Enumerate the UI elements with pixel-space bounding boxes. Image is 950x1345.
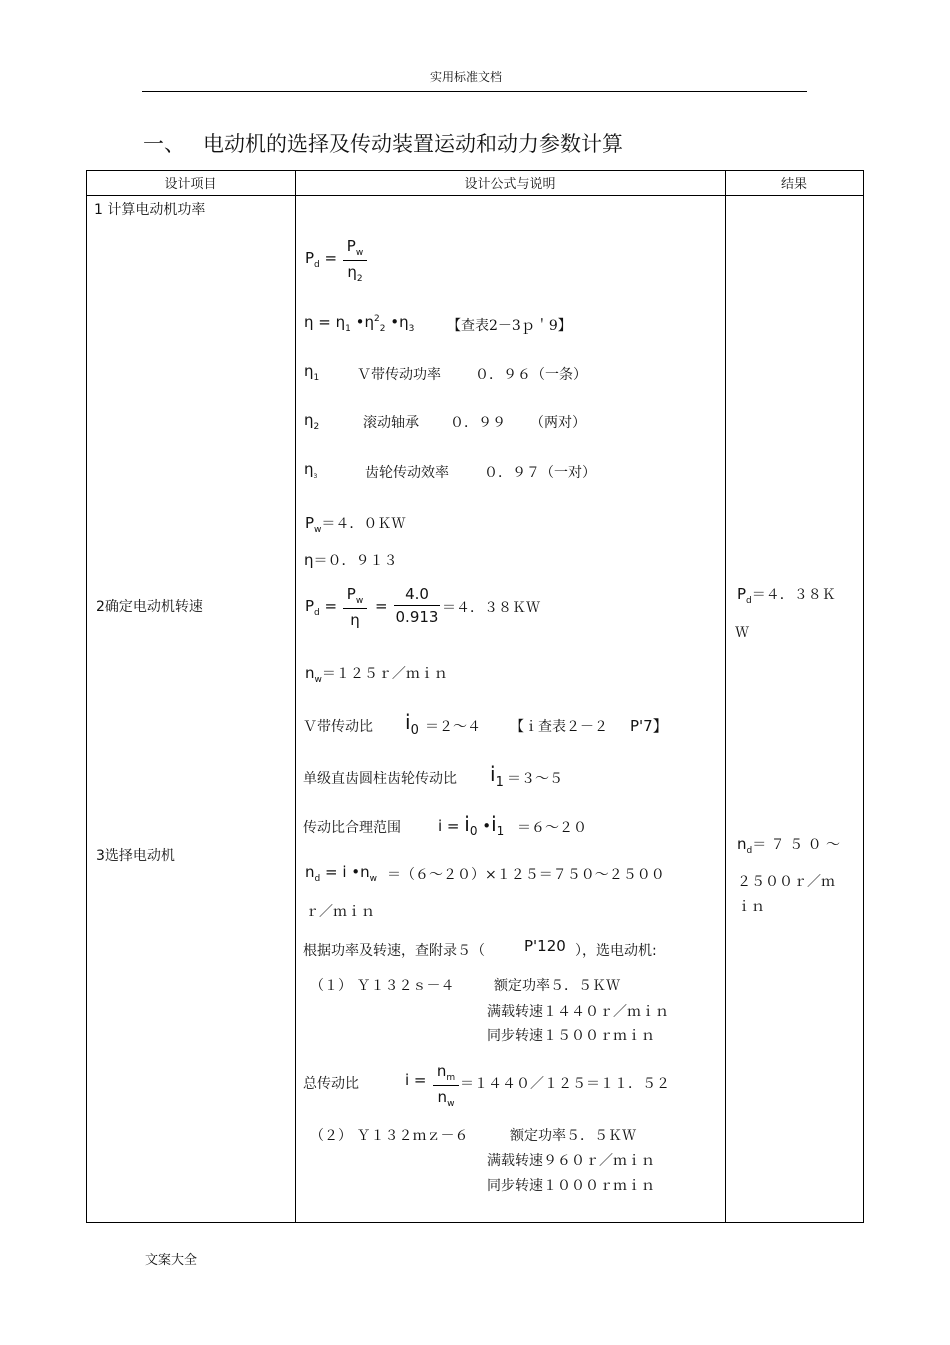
col-header-item: 设计项目 [164, 177, 217, 192]
select-ref: P'120 [524, 937, 566, 955]
eta1-value: ０．９６（一条） [475, 367, 587, 383]
i-range-symbols: $i = i_0$ $•i_1$ [438, 812, 505, 838]
i-range-value: ＝６～２０ [517, 820, 587, 836]
i0-reference: 【ｉ查表２－２ [510, 719, 608, 735]
total-ratio-symbol: i = [405, 1071, 427, 1089]
eta2-note: （两对） [530, 415, 586, 431]
table-left-border [86, 170, 87, 1223]
table-bottom-border [86, 1222, 864, 1223]
section-title: 电动机的选择及传动装置运动和动力参数计算 [203, 132, 623, 156]
result-nd: $n_d= 7$ ５ ０ ～ [737, 835, 841, 856]
total-ratio-fraction: $n_m$ $n_w$ [433, 1062, 459, 1109]
header-rule [142, 91, 807, 92]
eta1-symbol: $\eta_1$ [304, 362, 320, 383]
eta2-desc: 滚动轴承 [363, 415, 419, 431]
page-footer: 文案大全 [145, 1253, 198, 1268]
nw-value: $n_w=125r/min$ [305, 664, 448, 685]
i-range-label: 传动比合理范围 [303, 820, 401, 836]
eta3-value: ０．９７（一对） [484, 465, 596, 481]
i1-symbol: $i_1$ [490, 762, 504, 790]
motor1-full-load-speed: 满载转速１４４０ｒ／ｍｉｎ [487, 1004, 669, 1020]
i1-label: 单级直齿圆柱齿轮传动比 [303, 771, 457, 787]
eta2-symbol: $\eta_2$ [304, 411, 320, 432]
item-motor-speed: 2确定电动机转速 [96, 599, 203, 615]
motor1-sync-speed: 同步转速１５００ｒｍｉｎ [487, 1028, 655, 1044]
nd-formula: ＝（６～２０）×１２５＝７５０～２５００ [387, 867, 665, 883]
table-right-border [863, 170, 864, 1223]
total-ratio-label: 总传动比 [303, 1076, 359, 1092]
item-motor-power: 1 计算电动机功率 [94, 202, 206, 218]
i0-reference-page: P'7】 [630, 717, 668, 735]
eta1-desc: Ｖ带传动功率 [357, 367, 441, 383]
eta3-symbol: $\eta_3$ [304, 460, 318, 480]
col-header-formula: 设计公式与说明 [464, 177, 556, 192]
motor2-sync-speed: 同步转速１０００ｒｍｉｎ [487, 1178, 655, 1194]
table-divider-2 [725, 170, 726, 1223]
eta-value: η＝０．９１３ [304, 551, 398, 569]
select-text: 根据功率及转速，查附录５（ [303, 943, 485, 959]
motor2-power: 额定功率５．５ＫＷ [510, 1128, 636, 1144]
nd-formula-lhs: $n_d = i$ $•n_w$ [305, 863, 378, 884]
pd-calc-number-fraction: 4.0 0.913 [395, 585, 439, 626]
nd-unit: ｒ／ｍｉｎ [305, 904, 375, 920]
result-pd: $P_d=4$．３８Ｋ [737, 585, 836, 606]
table-divider-1 [295, 170, 296, 1223]
pd-calc-lhs: $P_d$ = [305, 597, 338, 618]
pd-fraction: $P_w$ $\eta_2$ [343, 237, 367, 284]
motor2-full-load-speed: 满载转速９６０ｒ／ｍｉｎ [487, 1153, 655, 1169]
pd-calc-fraction: $P_w$ η [343, 585, 367, 629]
table-header-border [86, 195, 864, 196]
i0-symbol: $i_0$ [405, 710, 419, 738]
pd-calc-eq: = [375, 597, 388, 615]
result-pd-cont: Ｗ [735, 625, 749, 641]
section-number: 一、 [143, 132, 185, 156]
table-top-border [86, 170, 864, 171]
eta-reference: 【查表2－3ｐ＇9】 [447, 318, 572, 334]
total-ratio-value: ＝１４４０／１２５＝１１．５２ [460, 1076, 670, 1092]
pd-calc-result: ＝４．３８ＫＷ [442, 600, 540, 616]
motor1-power: 额定功率５．５ＫＷ [494, 978, 620, 994]
eta3-desc: 齿轮传动效率 [365, 465, 449, 481]
item-motor-select: 3选择电动机 [96, 848, 175, 864]
select-text-end: ），选电动机: [575, 943, 657, 959]
pd-formula-lhs: $P_d$ = [305, 249, 338, 270]
i1-value: ＝３～５ [507, 771, 563, 787]
motor2-id: （２） Ｙ１３２ｍｚ－６ [310, 1128, 469, 1144]
eta-formula: $\eta = \eta_1$ $•\eta^2_2$ $•\eta_3$ [304, 313, 415, 334]
motor1-id: （１） Ｙ１３２ｓ－４ [310, 978, 455, 994]
col-header-result: 结果 [780, 177, 807, 192]
eta2-value: ０．９９ [450, 415, 506, 431]
result-nd-cont2: ｉｎ [737, 899, 765, 915]
result-nd-cont: ２５００ｒ／ｍ [737, 874, 835, 890]
page-header: 实用标准文档 [430, 70, 503, 84]
i0-value: ＝２～４ [425, 719, 481, 735]
pw-value: $P_w=4$．０ＫＷ [305, 514, 406, 535]
i0-label: Ｖ带传动比 [303, 719, 373, 735]
